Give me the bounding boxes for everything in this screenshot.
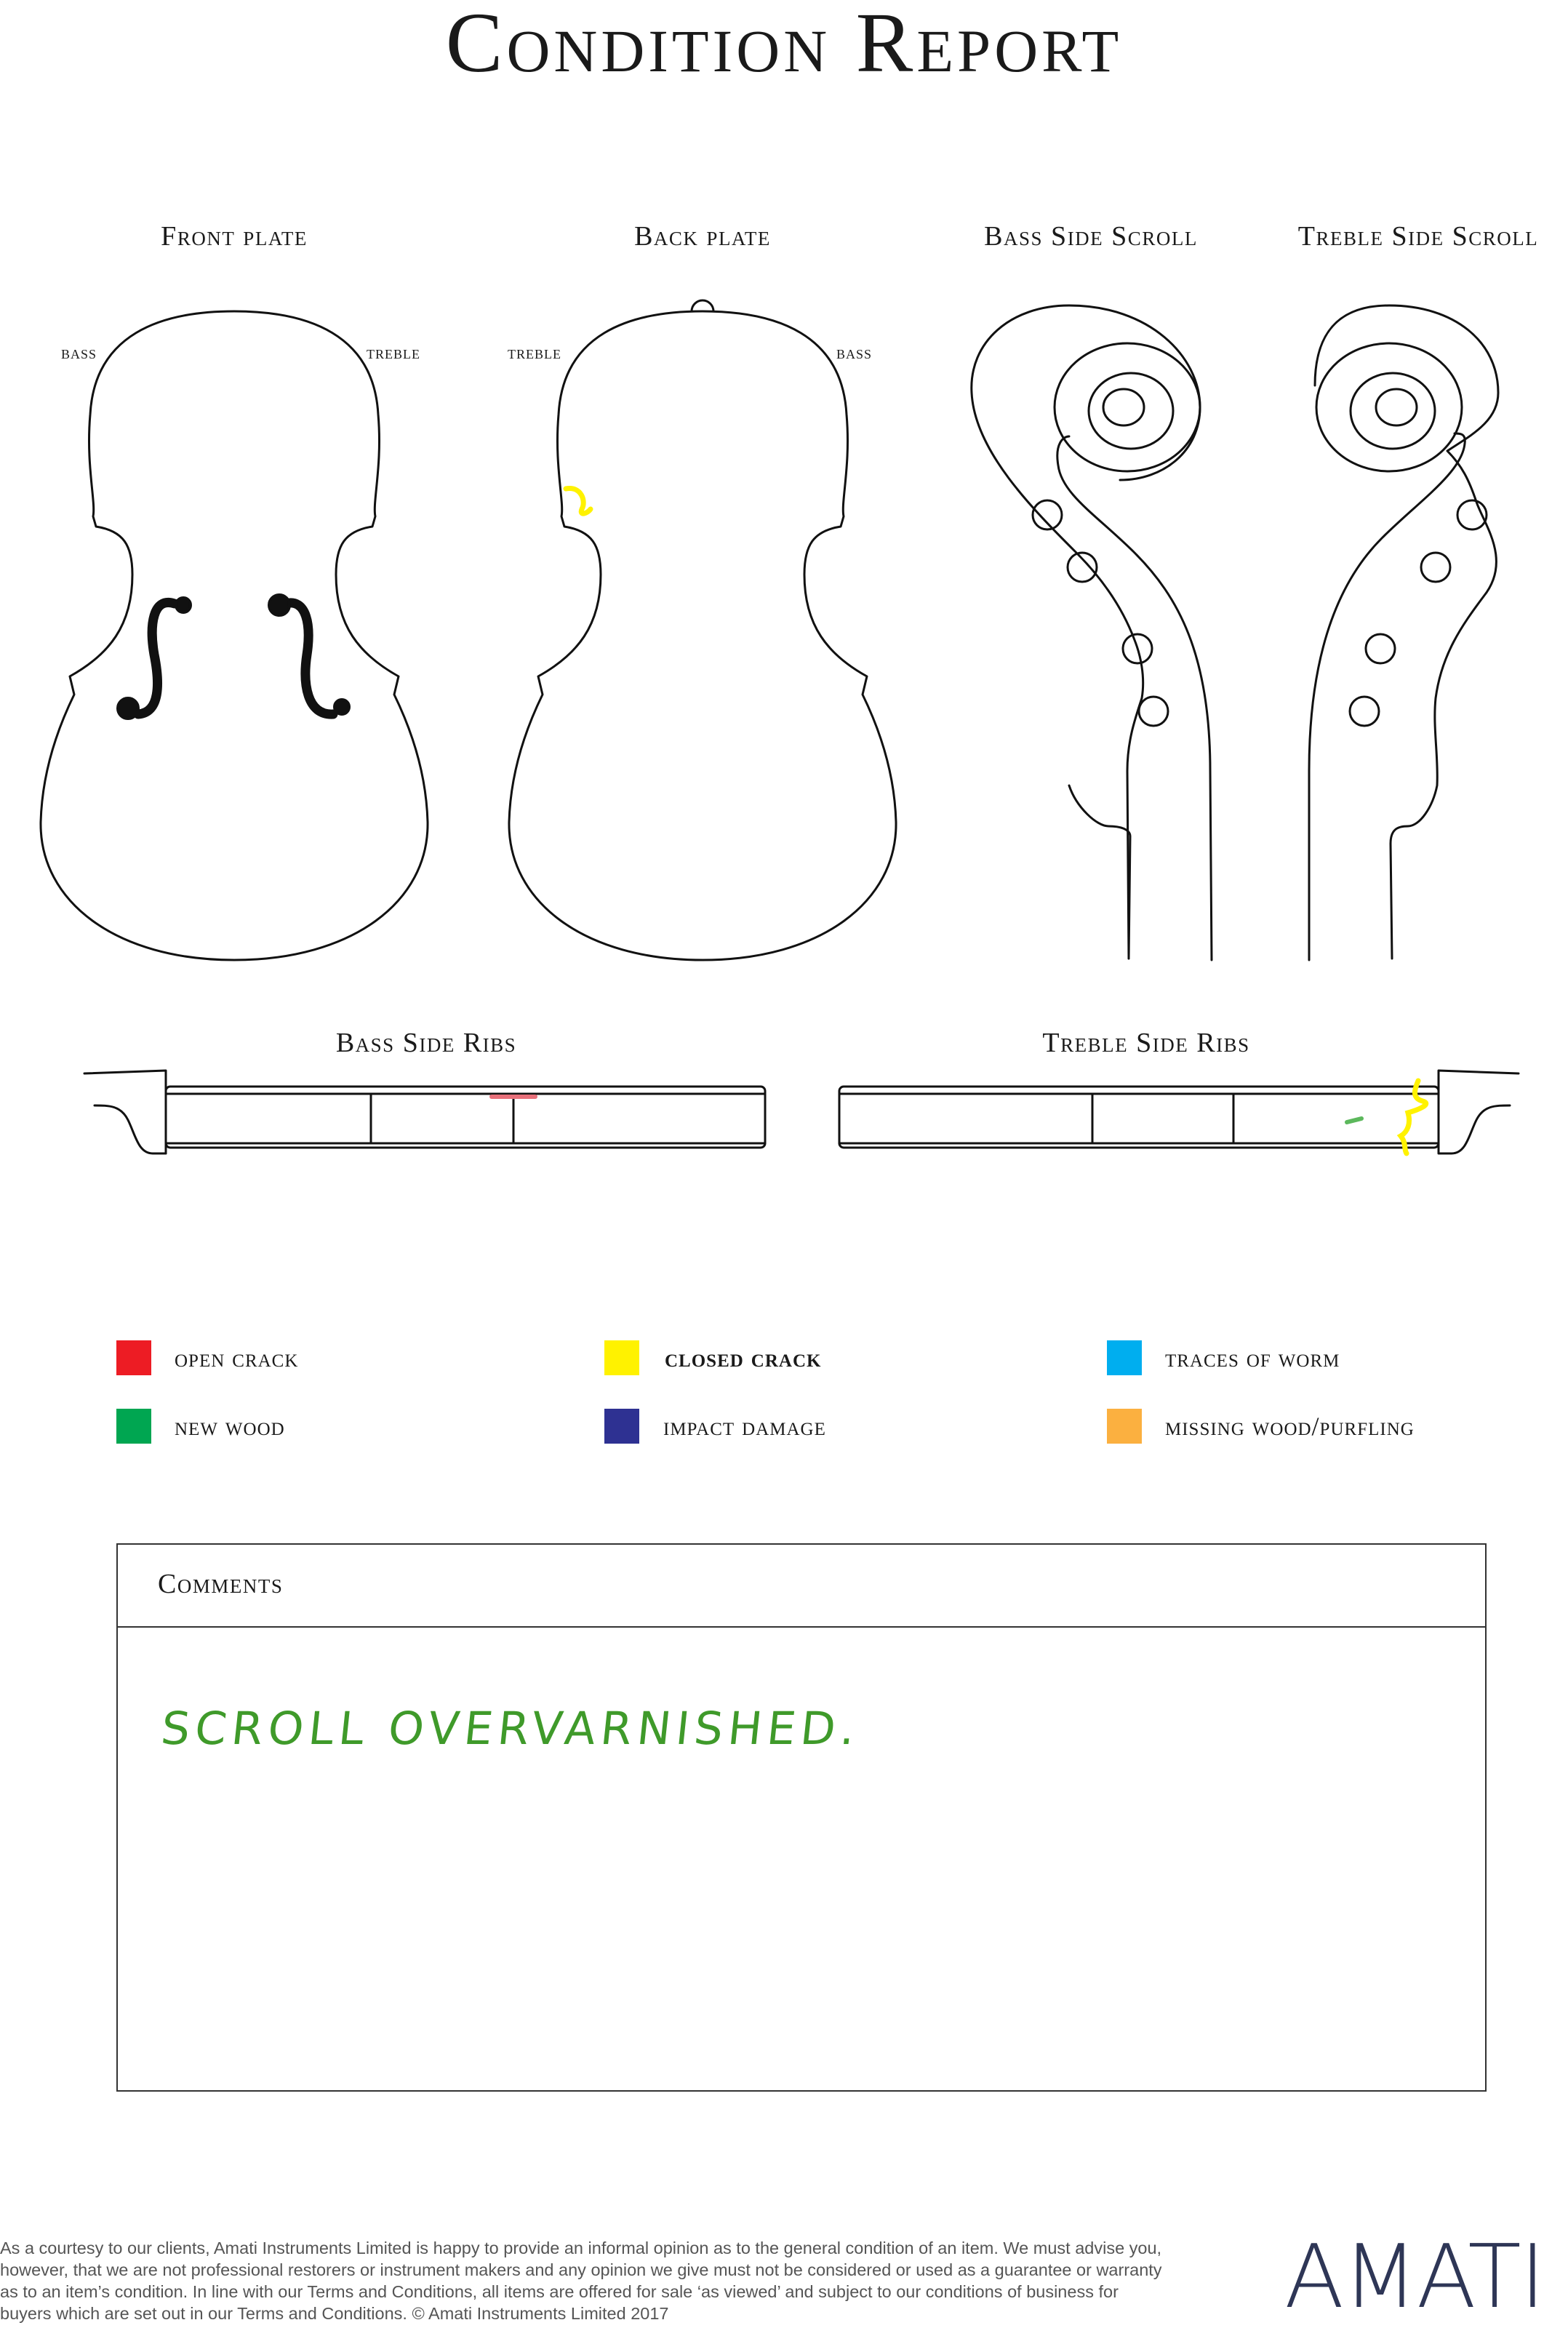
back-plate-label: Back plate [634, 221, 771, 252]
treble-ribs-body [839, 1087, 1439, 1148]
amati-logo: AMATI [1284, 2227, 1545, 2328]
legend-label-traces-of-worm: traces of worm [1165, 1343, 1340, 1372]
front-treble-side-label: treble [367, 342, 420, 363]
bass-peg-hole-2 [1068, 553, 1097, 582]
legend-label-missing-wood: missing wood/purfling [1165, 1412, 1415, 1441]
bass-side-scroll-label: Bass Side Scroll [984, 221, 1198, 252]
legend-label-new-wood: new wood [175, 1412, 285, 1441]
bass-ribs-body [166, 1087, 765, 1148]
report-title: Condition Report [445, 0, 1123, 90]
bass-scroll-lower-curve [1069, 785, 1130, 959]
back-bass-side-label: bass [836, 342, 873, 363]
comments-box[interactable] [116, 1543, 1487, 2092]
treble-side-scroll-label: Treble Side Scroll [1297, 221, 1539, 252]
front-plate-outline [41, 311, 428, 960]
legend-swatch-impact-damage [604, 1409, 639, 1444]
comments-heading: Comments [158, 1569, 284, 1599]
treble-side-ribs-label: Treble Side Ribs [1042, 1028, 1250, 1058]
legend-label-closed-crack: closed crack [665, 1343, 822, 1372]
handwritten-comment: SCROLL OVERVARNISHED. [159, 1702, 863, 1755]
back-treble-side-label: treble [508, 342, 561, 363]
treble-peg-hole-4 [1350, 697, 1379, 726]
bass-peg-hole-4 [1139, 697, 1168, 726]
legend-label-impact-damage: impact damage [663, 1412, 826, 1441]
treble-scroll-neck [1309, 433, 1465, 960]
back-plate-button [692, 300, 713, 311]
legend-swatch-open-crack [116, 1340, 151, 1375]
treble-peg-hole-3 [1366, 634, 1395, 663]
front-bass-side-label: bass [61, 342, 97, 363]
treble-peg-hole-2 [1421, 553, 1450, 582]
disclaimer-text: As a courtesy to our clients, Amati Instruments Limited is happy to provide an informal opinion as to the general condition of an item. We must advise you, however, that we are not professional restorers or instrument makers and any opinion we give must not be considered or used as a guarantee or warranty as to an item’s condition. In line with our Terms and Conditions, all items are offered for sale ‘as viewed’ and subject to our conditions of business for buyers which are set out in our Terms and Conditions. © Amati Instruments Limited 2017 [0, 2239, 1162, 2323]
back-plate-outline [509, 311, 896, 960]
treble-f-hole [285, 603, 333, 714]
bass-scroll-outline [972, 305, 1200, 959]
treble-scroll-outline [1315, 305, 1498, 959]
bass-ribs-neck [84, 1071, 166, 1153]
comments-header [118, 1545, 1485, 1628]
legend-label-open-crack: open crack [175, 1343, 299, 1372]
back-plate-closed-crack-mark [566, 489, 591, 514]
treble-ribs-neck [1439, 1071, 1519, 1153]
treble-ribs-new-wood-mark [1347, 1119, 1361, 1122]
legend-swatch-closed-crack [604, 1340, 639, 1375]
legend-swatch-missing-wood [1107, 1409, 1142, 1444]
bass-f-hole [138, 602, 175, 714]
front-plate-label: Front plate [161, 221, 308, 252]
legend-swatch-traces-of-worm [1107, 1340, 1142, 1375]
bass-peg-hole-1 [1033, 500, 1062, 529]
bass-side-ribs-label: Bass Side Ribs [335, 1028, 517, 1058]
bass-scroll-neck [1057, 436, 1212, 960]
legend-swatch-new-wood [116, 1409, 151, 1444]
